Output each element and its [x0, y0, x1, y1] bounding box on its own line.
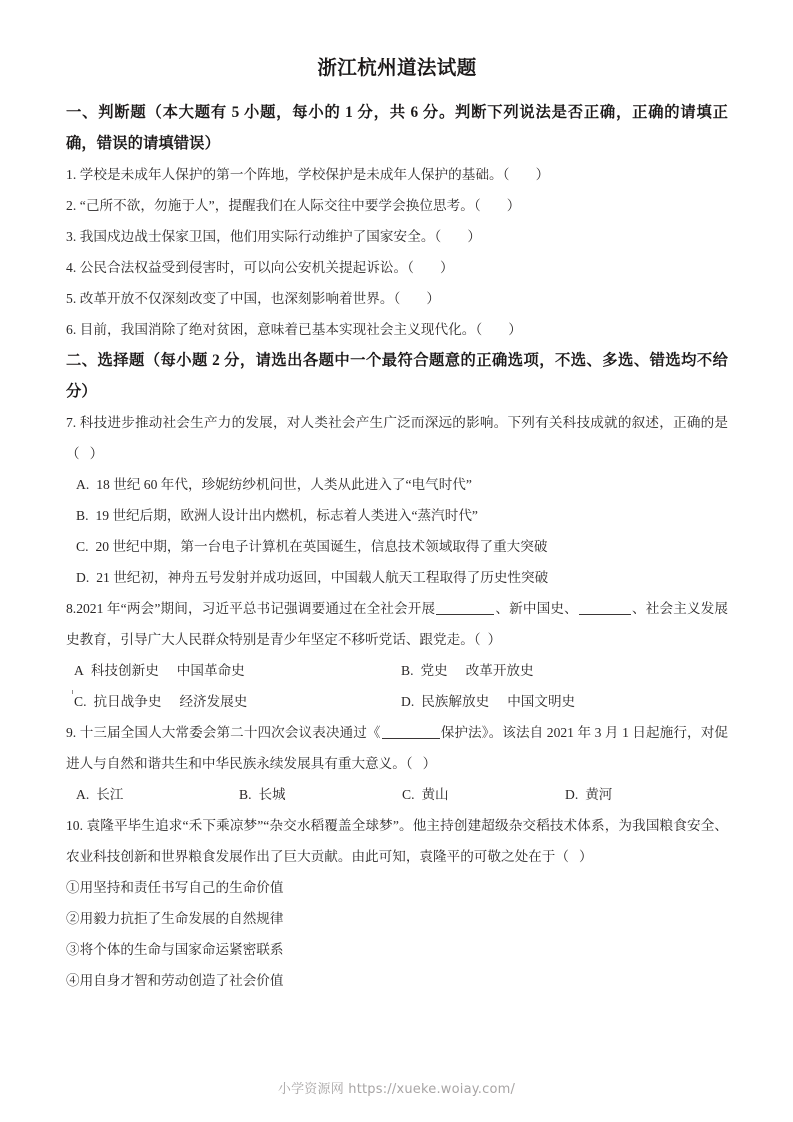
option-label: D.	[401, 693, 415, 709]
option-text: 18 世纪 60 年代，珍妮纺纱机问世，人类从此进入了“电气时代”	[96, 476, 472, 492]
question-item-4: 4. 公民合法权益受到侵害时，可以向公安机关提起诉讼。（ ）	[66, 260, 454, 276]
option-9d[interactable]	[565, 780, 728, 811]
question-item-5: 5. 改革开放不仅深刻改变了中国，也深刻影响着世界。（ ）	[66, 291, 441, 307]
section-heading-multiple-choice: 二、选择题（每小题 2 分，请选出各题中一个最符合题意的正确选项，不选、多选、错选均不给分）	[66, 352, 728, 400]
option-text: 20 世纪中期，第一台电子计算机在英国诞生，信息技术领域取得了重大突破	[95, 538, 548, 554]
option-label: C.	[402, 786, 415, 802]
option-label: B.	[401, 662, 414, 678]
option-label: B.	[76, 507, 89, 523]
question-text-part1: 十三届全国人大常委会第二十四次会议表决通过《	[79, 724, 381, 740]
option-text-first: 科技创新史	[90, 662, 159, 678]
scan-artifact-mark	[72, 690, 73, 694]
option-text-second: 经济发展史	[179, 693, 248, 709]
option-8c[interactable]	[74, 687, 401, 718]
fill-blank-2[interactable]	[579, 614, 631, 615]
statement-item-4: ④用自身才智和劳动创造了社会价值	[66, 972, 284, 988]
section-heading-true-false: 一、判断题（本大题有 5 小题，每小的 1 分，共 6 分。判断下列说法是否正确，正确的请填正确，错误的请填错误）	[66, 104, 728, 153]
option-row-8-ab	[66, 656, 728, 687]
option-text: 黄山	[421, 786, 449, 802]
option-text-second: 中国革命史	[176, 662, 245, 678]
option-text: 21 世纪初，神舟五号发射并成功返回，中国载人航天工程取得了历史性突破	[96, 569, 549, 585]
question-text: 公民合法权益受到侵害时，可以向公安机关提起诉讼。（	[79, 260, 415, 276]
question-number: 7.	[66, 414, 77, 430]
question-text-part2: 保护法》。该法自 2021 年 3 月 1 日起施行，对促进人与自然和谐共生和中华民族永续发展具有重大意义。（	[66, 724, 729, 771]
question-item-6: 6. 目前，我国消除了绝对贫困，意味着已基本实现社会主义现代化。（ ）	[66, 322, 522, 338]
question-item-2: 2. “己所不欲，勿施于人”，提醒我们在人际交往中要学会换位思考。（ ）	[66, 198, 521, 214]
option-label: C.	[76, 538, 89, 554]
question-item-10	[66, 811, 728, 873]
option-9c[interactable]	[402, 780, 565, 811]
question-text: 改革开放不仅深刻改变了中国，也深刻影响着世界。（	[79, 291, 401, 307]
question-number: 2.	[66, 198, 77, 214]
question-text: 我国戍边战士保家卫国，他们用实际行动维护了国家安全。（	[79, 229, 442, 245]
question-number: 4.	[66, 260, 77, 276]
question-stem-tail: ）	[89, 445, 104, 461]
option-9a[interactable]	[76, 780, 239, 811]
question-item-3: 3. 我国戍边战士保家卫国，他们用实际行动维护了国家安全。（ ）	[66, 229, 481, 245]
fill-blank-1[interactable]	[436, 614, 494, 615]
question-number: 5.	[66, 291, 77, 307]
option-text-first: 抗日战争史	[93, 693, 162, 709]
statement-item-1: ①用坚持和责任书写自己的生命价值	[66, 879, 284, 895]
fill-blank-1[interactable]	[382, 738, 440, 739]
option-label: D.	[565, 786, 579, 802]
question-text-part1: 2021 年“两会”期间，习近平总书记强调要通过在全社会开展	[76, 600, 436, 616]
question-item-9	[66, 718, 728, 780]
question-stem-tail: ）	[578, 848, 593, 864]
option-text-first: 民族解放史	[421, 693, 490, 709]
watermark	[0, 1078, 793, 1097]
question-text-part3: 、社会主义发展史教育，引导广大人民群众特别是青少年坚定不移听党话、跟党走。（	[66, 600, 729, 647]
watermark-url: https://xueke.woiay.com/	[348, 1082, 516, 1097]
option-text: 黄河	[585, 786, 613, 802]
option-row-9	[66, 780, 728, 811]
option-8d[interactable]	[401, 687, 728, 718]
option-label: D.	[76, 569, 90, 585]
question-item-1: 1. 学校是未成年人保护的第一个阵地，学校保护是未成年人保护的基础。（ ）	[66, 167, 550, 183]
option-8a[interactable]	[74, 656, 401, 687]
option-text: 长江	[96, 786, 124, 802]
option-label: A.	[76, 476, 90, 492]
question-number: 3.	[66, 229, 77, 245]
question-text: 目前，我国消除了绝对贫困，意味着已基本实现社会主义现代化。（	[79, 322, 483, 338]
option-text-second: 改革开放史	[465, 662, 534, 678]
question-stem-tail: ）	[487, 631, 502, 647]
option-label: A.	[76, 786, 90, 802]
question-item-8	[66, 594, 728, 656]
question-number: 8.	[66, 600, 77, 616]
option-label: B.	[239, 786, 252, 802]
option-text-second: 中国文明史	[507, 693, 576, 709]
question-number: 6.	[66, 322, 77, 338]
question-text: 袁隆平毕生追求“禾下乘凉梦”“杂交水稻覆盖全球梦”。他主持创建超级杂交稻技术体系，为我国粮食安全、农业科技创新和世界粮食发展作出了巨大贡献。由此可知，袁隆平的可敬之处在于（	[66, 817, 728, 864]
question-text-part2: 、新中国史、	[495, 600, 578, 616]
question-item-7	[66, 408, 728, 470]
question-number: 9.	[66, 724, 77, 740]
option-row-8-cd	[66, 687, 728, 718]
option-7c[interactable]	[66, 532, 728, 563]
option-9b[interactable]	[239, 780, 402, 811]
option-text: 19 世纪后期，欧洲人设计出内燃机，标志着人类进入“蒸汽时代”	[95, 507, 478, 523]
question-number: 10.	[66, 817, 83, 833]
option-label: A	[74, 662, 84, 678]
option-text: 长城	[258, 786, 286, 802]
document-content	[66, 56, 728, 997]
question-text: “己所不欲，勿施于人”，提醒我们在人际交往中要学会换位思考。（	[79, 198, 481, 214]
question-text: 科技进步推动社会生产力的发展，对人类社会产生广泛而深远的影响。下列有关科技成就的叙述，正确的是（	[66, 414, 728, 461]
question-stem-tail: ）	[422, 755, 437, 771]
statement-item-3: ③将个体的生命与国家命运紧密联系	[66, 941, 284, 957]
option-8b[interactable]	[401, 656, 728, 687]
option-7d[interactable]	[66, 563, 728, 594]
option-7a[interactable]	[66, 470, 728, 501]
question-text: 学校是未成年人保护的第一个阵地，学校保护是未成年人保护的基础。（	[79, 167, 510, 183]
watermark-site-name: 小学资源网	[277, 1082, 344, 1097]
option-label: C.	[74, 693, 87, 709]
question-number: 1.	[66, 167, 77, 183]
statement-item-2: ②用毅力抗拒了生命发展的自然规律	[66, 910, 284, 926]
page-title: 浙江杭州道法试题	[317, 58, 477, 79]
option-text-first: 党史	[420, 662, 448, 678]
option-7b[interactable]	[66, 501, 728, 532]
